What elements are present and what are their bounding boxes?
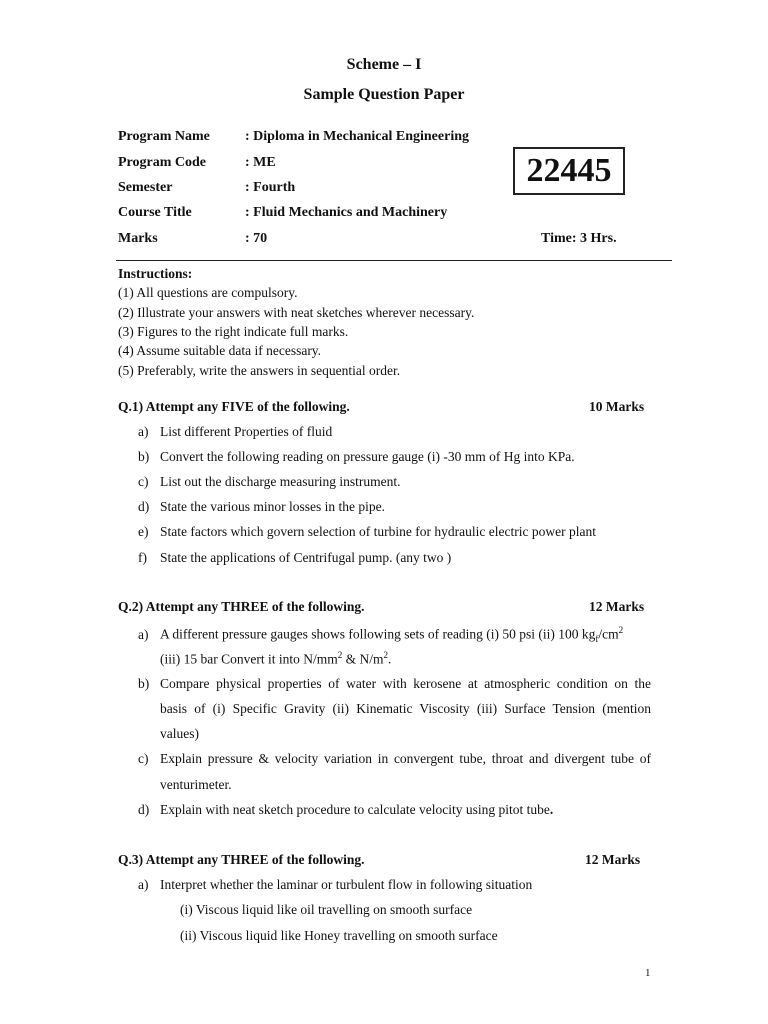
scheme-heading: Scheme – I [346, 56, 422, 73]
q2-heading: Q.2) Attempt any THREE of the following. [118, 599, 365, 614]
instruction-item: (1) All questions are compulsory. [118, 285, 298, 300]
subscript: f [595, 634, 599, 645]
item-letter: e) [138, 524, 149, 539]
instruction-item: (3) Figures to the right indicate full marks. [118, 324, 349, 339]
item-text: . [388, 651, 392, 667]
q1-item-b [138, 449, 575, 465]
superscript: 2 [618, 625, 624, 635]
q2-item-b-line1: Compare physical properties of water with kerosene at atmospheric condition on the [160, 676, 651, 691]
q2-item-a-line2 [160, 650, 391, 668]
q1-item-a [138, 424, 332, 440]
item-letter: d) [138, 499, 150, 514]
item-text: A different pressure gauges shows following sets of reading (i) 50 psi (ii) 100 kg [160, 626, 596, 642]
q2-item-b-line2: basis of (i) Specific Gravity (ii) Kinematic Viscosity (iii) Surface Tension (mention [160, 701, 651, 716]
q1-marks: 10 Marks [589, 399, 645, 414]
q2-item-c-line1: Explain pressure & velocity variation in convergent tube, throat and divergent tube of [160, 751, 651, 766]
instruction-item: (2) Illustrate your answers with neat sketches wherever necessary. [118, 305, 475, 320]
q3-heading: Q.3) Attempt any THREE of the following. [118, 852, 365, 867]
item-letter: b) [138, 676, 150, 691]
item-letter: a) [138, 877, 149, 892]
instructions-heading: Instructions: [118, 266, 193, 281]
q1-item-e [138, 524, 596, 540]
q3-item-a-sub-ii: (ii) Viscous liquid like Honey travelling on smooth surface [180, 928, 498, 943]
q2-item-a-line1 [138, 625, 623, 644]
item-letter: b) [138, 449, 150, 464]
semester-value: : Fourth [245, 180, 296, 195]
item-letter: d) [138, 802, 150, 817]
program-code-value: : ME [245, 155, 276, 170]
semester-label: Semester [118, 180, 173, 195]
item-text: Interpret whether the laminar or turbulent flow in following situation [160, 877, 533, 892]
q1-heading: Q.1) Attempt any FIVE of the following. [118, 399, 350, 414]
item-text: List out the discharge measuring instrument. [160, 474, 401, 489]
item-letter: f) [138, 550, 147, 565]
q2-item-c-letter [138, 751, 160, 767]
item-text: State the various minor losses in the pipe. [160, 499, 385, 514]
instruction-item: (4) Assume suitable data if necessary. [118, 343, 322, 358]
item-text: Explain with neat sketch procedure to calculate velocity using pitot tube [160, 802, 550, 817]
q1-item-d [138, 499, 385, 515]
q1-item-c [138, 474, 400, 490]
q2-marks: 12 Marks [589, 599, 645, 614]
item-text: Convert the following reading on pressure gauge (i) -30 mm of Hg into KPa. [160, 449, 575, 464]
q3-marks: 12 Marks [585, 852, 641, 867]
course-title-value: : Fluid Mechanics and Machinery [245, 205, 448, 220]
marks-value: : 70 [245, 231, 268, 246]
item-text: State the applications of Centrifugal pump. (any two ) [160, 550, 452, 565]
item-text: (iii) 15 bar Convert it into N/mm [160, 651, 338, 667]
q2-item-d [138, 802, 553, 818]
program-name-value: : Diploma in Mechanical Engineering [245, 129, 469, 144]
header-divider [116, 260, 672, 261]
course-title-label: Course Title [118, 205, 192, 220]
q2-item-b-line3: values) [160, 726, 199, 741]
program-name-label: Program Name [118, 129, 210, 144]
item-letter: a) [138, 626, 149, 642]
superscript: 2 [337, 650, 343, 660]
instruction-item: (5) Preferably, write the answers in sequential order. [118, 363, 401, 378]
q2-item-c-line2: venturimeter. [160, 777, 232, 792]
page-number: 1 [645, 967, 651, 979]
item-text: & N/m [342, 651, 384, 667]
item-letter: c) [138, 474, 149, 489]
item-text: /cm [598, 626, 619, 642]
marks-label: Marks [118, 231, 158, 246]
course-code-box: 22445 [513, 147, 625, 195]
q3-item-a-sub-i: (i) Viscous liquid like oil travelling on smooth surface [180, 902, 473, 917]
q1-item-f [138, 550, 451, 566]
program-code-label: Program Code [118, 155, 206, 170]
exam-time: Time: 3 Hrs. [541, 231, 617, 246]
item-text: List different Properties of fluid [160, 424, 333, 439]
item-letter: a) [138, 424, 149, 439]
paper-title: Sample Question Paper [303, 86, 465, 103]
q3-item-a [138, 877, 532, 893]
item-text: State factors which govern selection of turbine for hydraulic electric power plant [160, 524, 596, 539]
item-letter: c) [138, 751, 149, 766]
superscript: 2 [383, 650, 388, 660]
q2-item-b-letter [138, 676, 160, 692]
item-text: . [549, 802, 554, 817]
